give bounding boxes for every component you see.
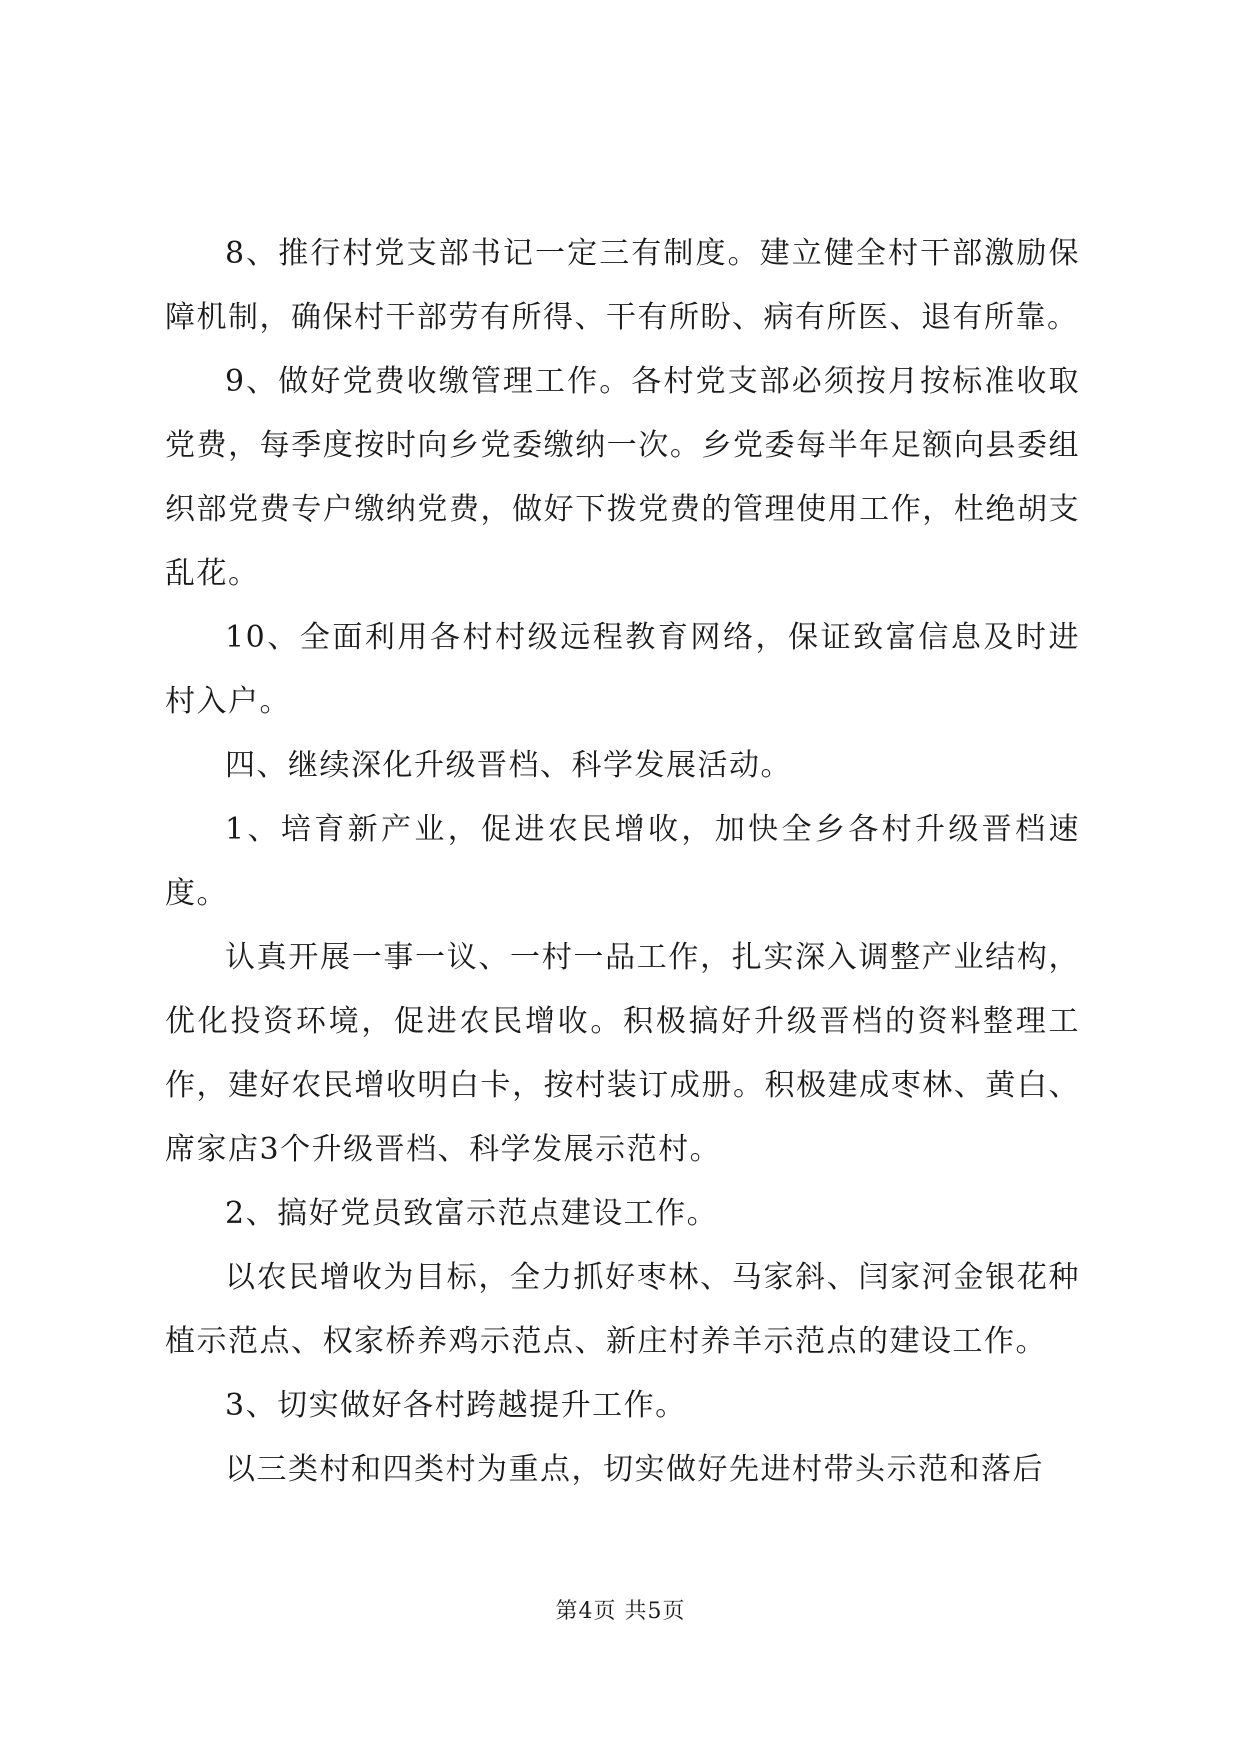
paragraph: 9、做好党费收缴管理工作。各村党支部必须按月按标准收取党费，每季度按时向乡党委缴纳一次。乡党委每半年足额向县委组织部党费专户缴纳党费，做好下拨党费的管理使用工作，杜绝胡支乱花。 [165, 364, 1080, 591]
section-heading: 四、继续深化升级晋档、科学发展活动。 [225, 748, 792, 783]
paragraph: 3、切实做好各村跨越提升工作。 [225, 1388, 687, 1423]
paragraph: 1、培育新产业，促进农民增收，加快全乡各村升级晋档速度。 [165, 812, 1080, 911]
paragraph: 以农民增收为目标，全力抓好枣林、马家斜、闫家河金银花种植示范点、权家桥养鸡示范点、新庄村养羊示范点的建设工作。 [165, 1260, 1080, 1359]
paragraph: 8、推行村党支部书记一定三有制度。建立健全村干部激励保障机制，确保村干部劳有所得、干有所盼、病有所医、退有所靠。 [165, 236, 1080, 335]
document-body [165, 222, 1080, 1502]
paragraph: 10、全面利用各村村级远程教育网络，保证致富信息及时进村入户。 [165, 620, 1080, 719]
paragraph: 2、搞好党员致富示范点建设工作。 [225, 1196, 719, 1231]
paragraph: 认真开展一事一议、一村一品工作，扎实深入调整产业结构，优化投资环境，促进农民增收。积极搞好升级晋档的资料整理工作，建好农民增收明白卡，按村装订成册。积极建成枣林、黄白、席家店3个升级晋档、科学发展示范村。 [165, 940, 1080, 1167]
page-number-footer: 第4页 共5页 [555, 1599, 686, 1624]
paragraph: 以三类村和四类村为重点，切实做好先进村带头示范和落后 [225, 1452, 1044, 1487]
